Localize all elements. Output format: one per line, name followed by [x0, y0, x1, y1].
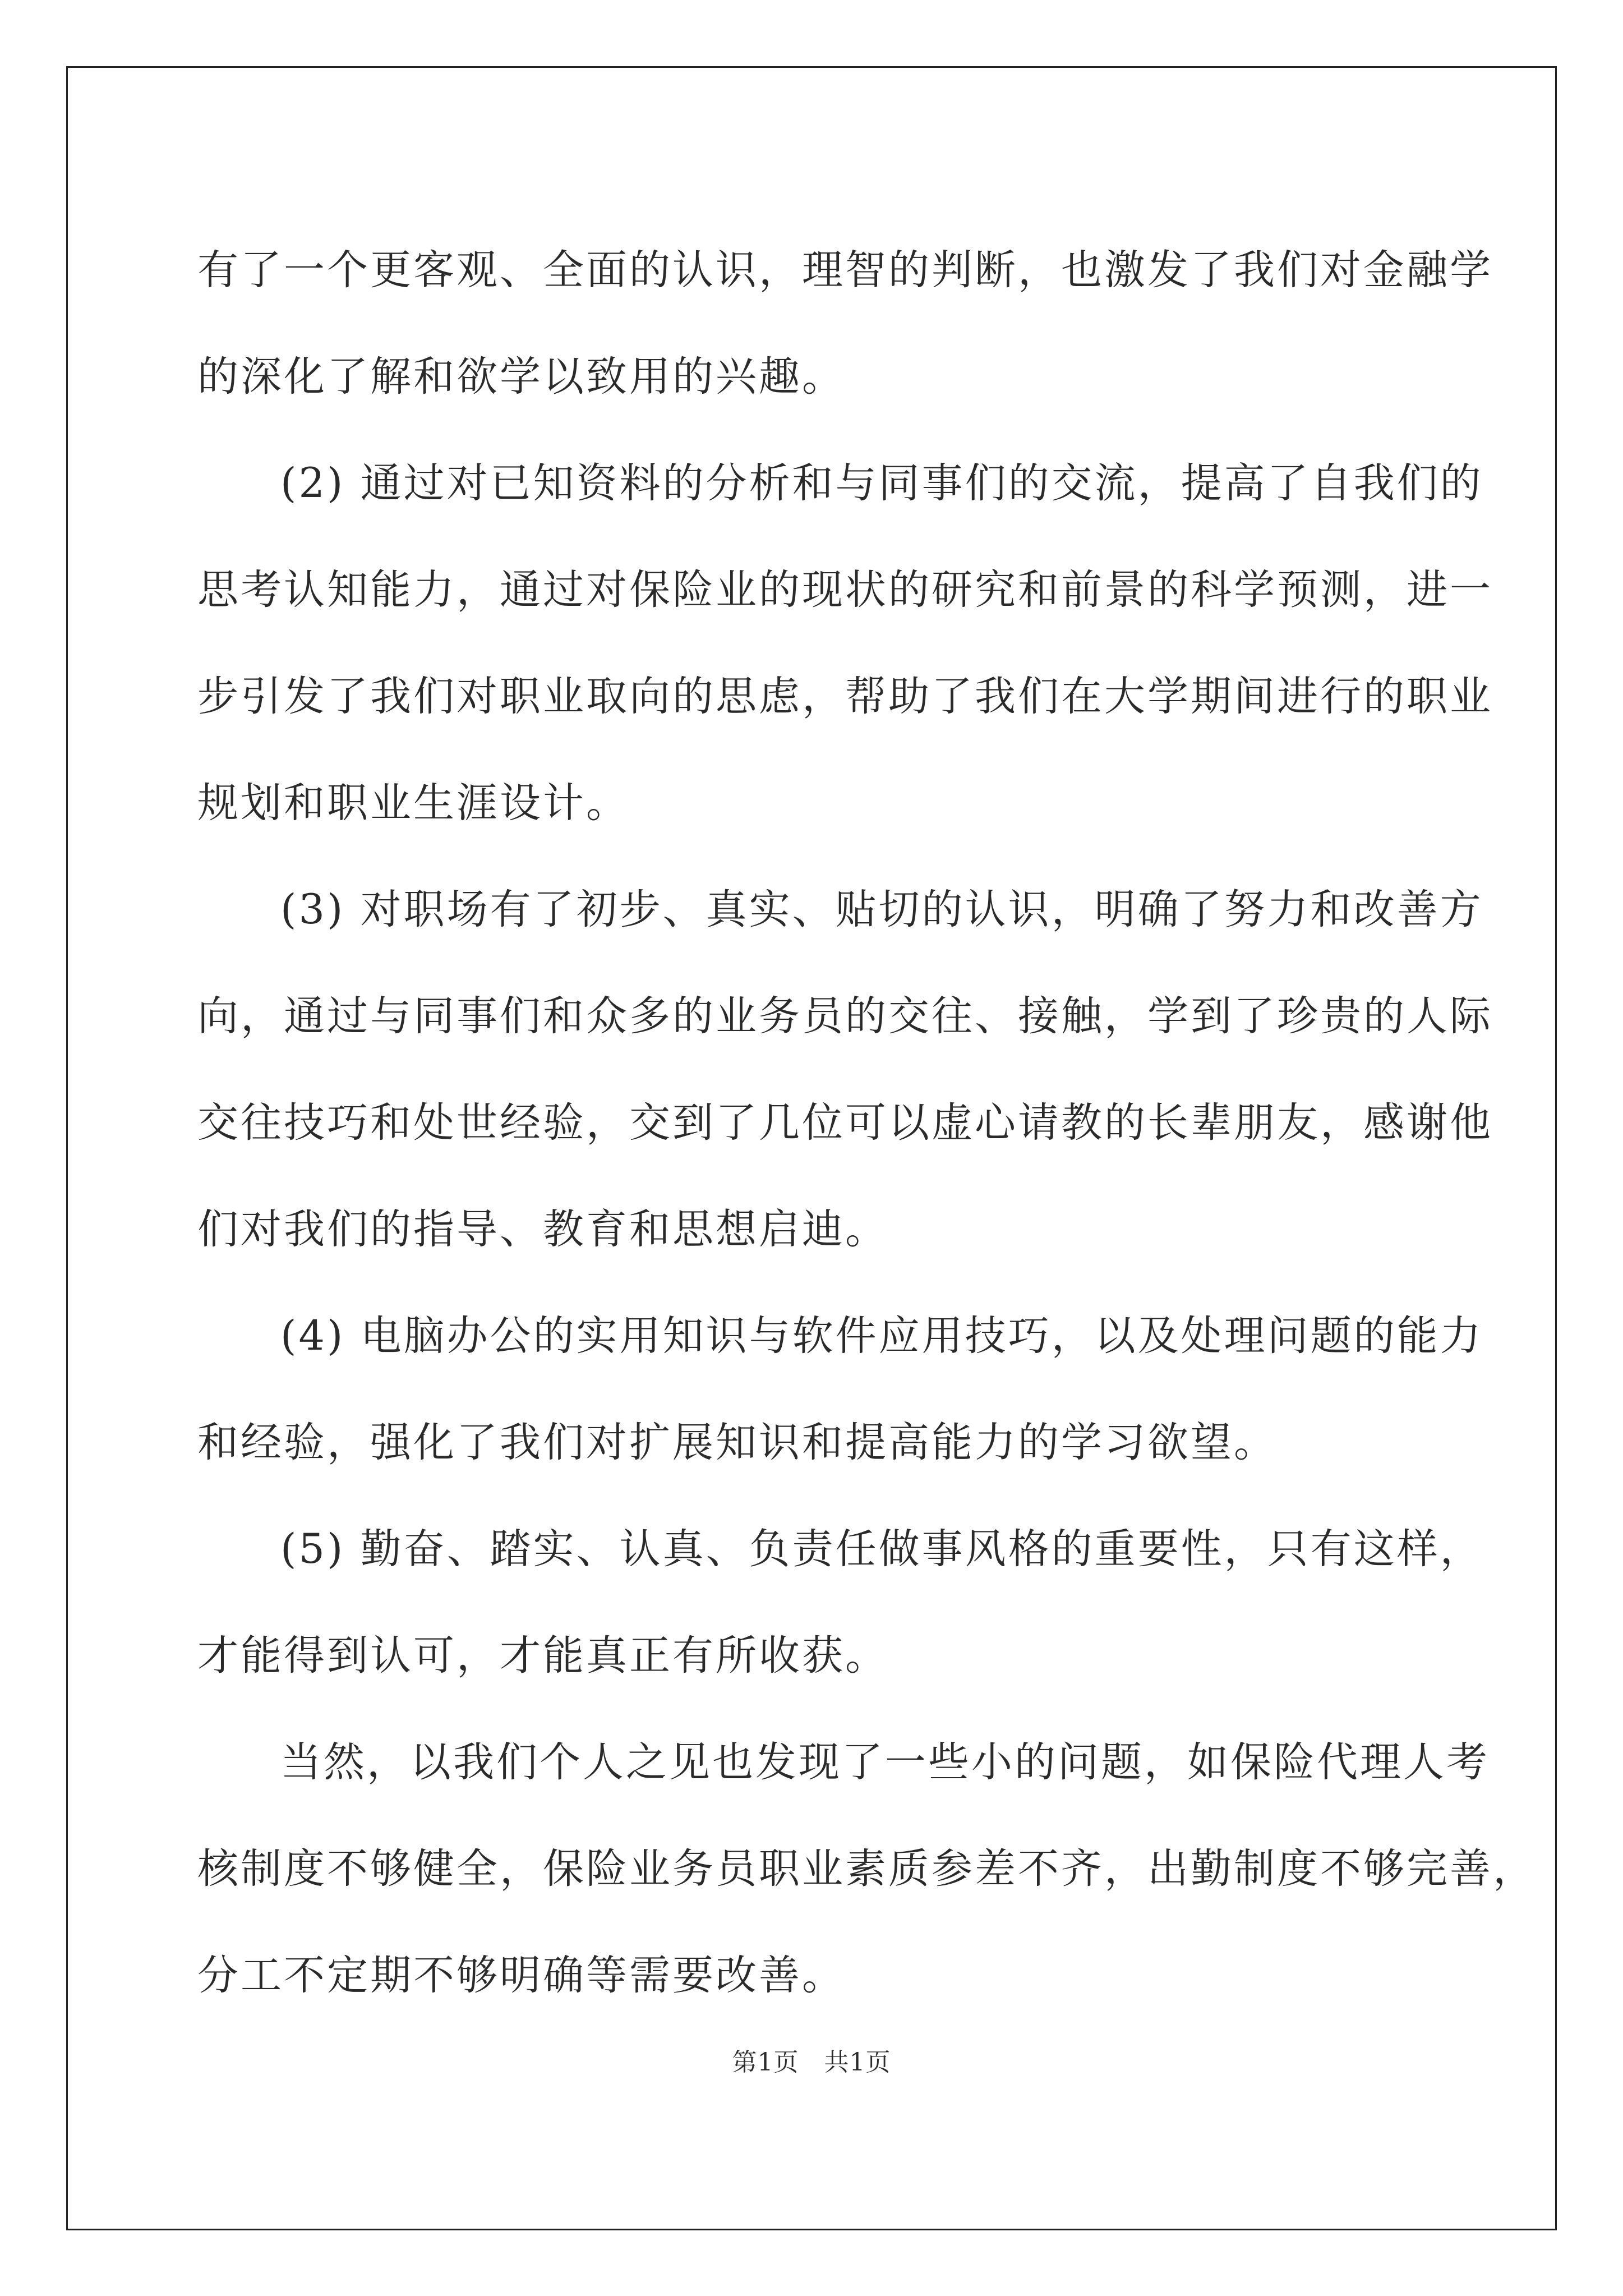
text-line-7: (3) 对职场有了初步、真实、贴切的认识，明确了努力和改善方	[280, 886, 1483, 933]
text-line-1: 有了一个更客观、全面的认识，理智的判断，也激发了我们对金融学	[197, 246, 1493, 294]
text-line-15: 当然，以我们个人之见也发现了一些小的问题，如保险代理人考	[280, 1738, 1490, 1786]
text-line-2: 的深化了解和欲学以致用的兴趣。	[197, 353, 845, 401]
text-line-13: (5) 勤奋、踏实、认真、负责任做事风格的重要性，只有这样，	[280, 1525, 1483, 1573]
text-line-14: 才能得到认可，才能真正有所收获。	[197, 1632, 888, 1680]
text-line-4: 思考认知能力，通过对保险业的现状的研究和前景的科学预测，进一	[197, 566, 1493, 614]
text-line-11: (4) 电脑办公的实用知识与软件应用技巧，以及处理问题的能力	[280, 1312, 1483, 1360]
text-line-6: 规划和职业生涯设计。	[197, 779, 629, 827]
document-body	[197, 217, 1536, 2029]
page-number-footer: 第1页 共1页	[732, 2048, 891, 2077]
text-line-12: 和经验，强化了我们对扩展知识和提高能力的学习欲望。	[197, 1419, 1277, 1466]
text-line-3: (2) 通过对已知资料的分析和与同事们的交流，提高了自我们的	[280, 459, 1483, 507]
text-line-16: 核制度不够健全，保险业务员职业素质参差不齐，出勤制度不够完善，	[197, 1845, 1536, 1893]
text-line-17: 分工不定期不够明确等需要改善。	[197, 1952, 845, 1999]
text-line-9: 交往技巧和处世经验，交到了几位可以虚心请教的长辈朋友，感谢他	[197, 1099, 1493, 1147]
text-line-5: 步引发了我们对职业取向的思虑，帮助了我们在大学期间进行的职业	[197, 673, 1493, 720]
text-line-10: 们对我们的指导、教育和思想启迪。	[197, 1205, 888, 1253]
text-line-8: 向，通过与同事们和众多的业务员的交往、接触，学到了珍贵的人际	[197, 992, 1493, 1040]
